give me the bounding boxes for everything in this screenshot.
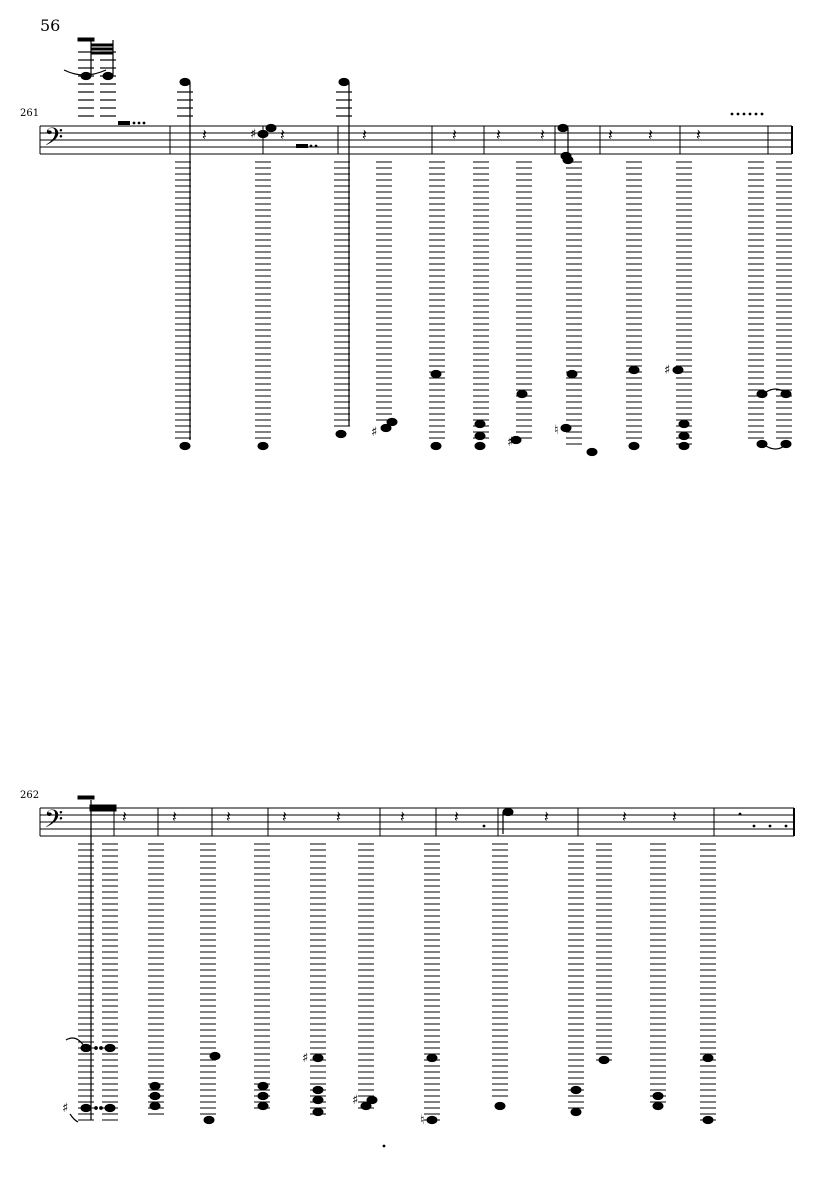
svg-text:𝄽: 𝄽 [280,125,285,144]
svg-text:𝄽: 𝄽 [452,125,457,144]
svg-text:𝄽: 𝄽 [622,807,627,826]
svg-text:𝄽: 𝄽 [336,807,341,826]
svg-text:𝄽: 𝄽 [608,125,613,144]
svg-text:𝄽: 𝄽 [648,125,653,144]
sharp-sign-7: ♯ [352,1093,359,1108]
rests-system-1 [118,113,763,148]
svg-text:𝄽: 𝄽 [672,807,677,826]
svg-text:𝄽: 𝄽 [202,125,207,144]
measure-number-261: 261 [20,108,40,119]
ledger-stacks-system-2 [78,844,716,1120]
quarter-rests-system-2 [122,807,677,826]
notes-system-2 [66,796,713,1124]
natural-sign-2: ♮ [420,1113,425,1128]
notes-system-1 [64,38,791,456]
svg-text:𝄽: 𝄽 [172,807,177,826]
sharp-sign-4: ♯ [664,363,671,378]
bass-clef-1: 𝄢 [44,123,64,158]
svg-text:𝄽: 𝄽 [400,807,405,826]
svg-text:𝄽: 𝄽 [362,125,367,144]
svg-text:𝄽: 𝄽 [226,807,231,826]
svg-text:𝄽: 𝄽 [282,807,287,826]
page-number: 56 [40,16,61,35]
svg-text:𝄽: 𝄽 [454,807,459,826]
bass-clef-2: 𝄢 [44,805,64,840]
staff-system-1 [40,126,792,154]
small-rests-system-2 [383,813,788,1148]
sharp-sign-6: ♯ [302,1051,309,1066]
staff-system-2 [40,808,794,836]
sharp-sign-3: ♯ [507,435,514,450]
svg-text:𝄽: 𝄽 [496,125,501,144]
svg-text:𝄽: 𝄽 [122,807,127,826]
svg-text:𝄽: 𝄽 [540,125,545,144]
svg-text:𝄽: 𝄽 [544,807,549,826]
measure-number-262: 262 [20,790,40,801]
quarter-rests-system-1 [202,125,701,144]
svg-text:𝄽: 𝄽 [696,125,701,144]
natural-sign-1: ♮ [554,423,559,438]
sharp-sign-2: ♯ [371,425,378,440]
sharp-sign-1: ♯ [250,127,257,142]
ledger-stacks-system-1 [78,52,792,444]
sharp-sign-5: ♯ [62,1101,69,1116]
